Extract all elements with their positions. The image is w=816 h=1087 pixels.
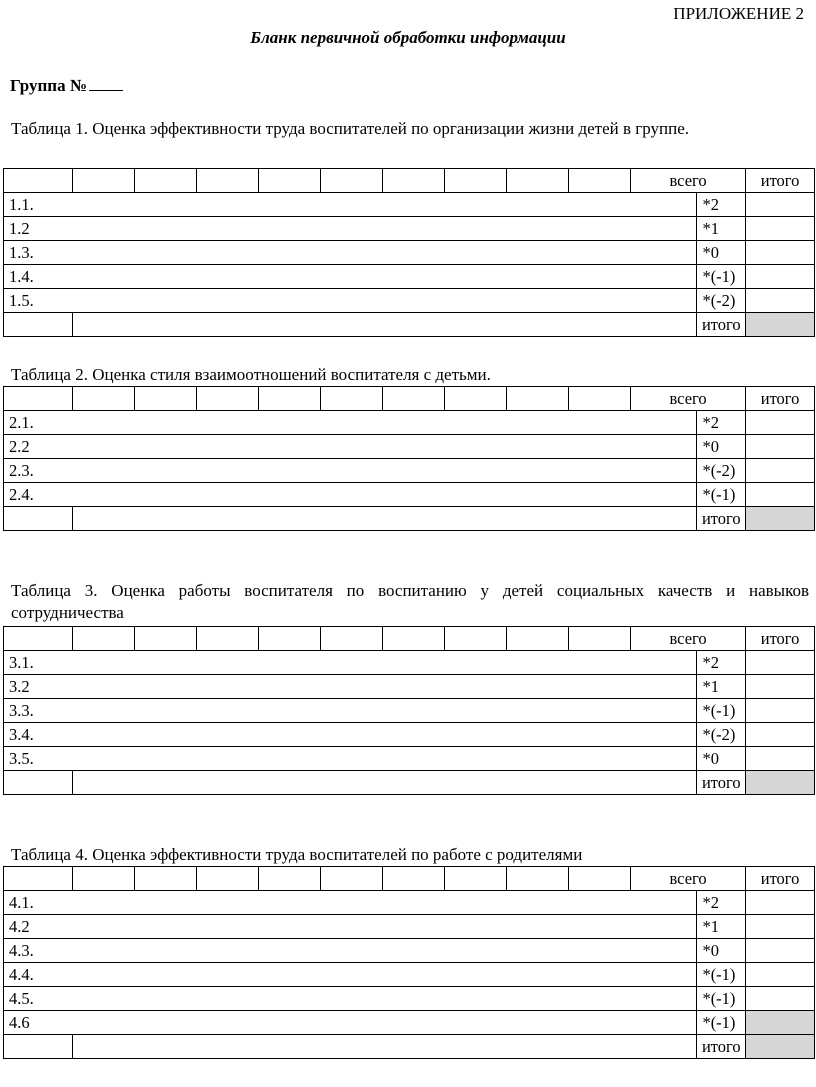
footer-row <box>4 507 815 531</box>
score-cell[interactable] <box>320 169 382 193</box>
result-cell[interactable] <box>746 963 815 987</box>
table-row <box>4 217 815 241</box>
result-cell <box>746 1011 815 1035</box>
appendix-label: ПРИЛОЖЕНИЕ 2 <box>673 4 804 23</box>
coefficient-cell: *(-1) <box>697 987 746 1011</box>
score-cell[interactable] <box>320 627 382 651</box>
result-cell[interactable] <box>746 891 815 915</box>
score-cell[interactable] <box>382 169 444 193</box>
result-header: итого <box>746 627 815 651</box>
score-cell[interactable] <box>258 867 320 891</box>
table-4-caption: Таблица 4. Оценка эффективности труда воспитателей по работе с родителями <box>11 845 583 864</box>
result-cell[interactable] <box>746 265 815 289</box>
footer-shaded-cell <box>746 313 815 337</box>
row-label: 2.3. <box>4 459 697 483</box>
result-header: итого <box>746 169 815 193</box>
row-label: 3.5. <box>4 747 697 771</box>
footer-blank-cell[interactable] <box>4 313 73 337</box>
result-cell[interactable] <box>746 747 815 771</box>
footer-total-label: итого <box>697 771 746 795</box>
table-row <box>4 411 815 435</box>
evaluation-table-4 <box>3 866 815 1059</box>
table-row <box>4 963 815 987</box>
score-cell[interactable] <box>506 867 568 891</box>
score-cell[interactable] <box>4 867 73 891</box>
score-cell[interactable] <box>72 169 134 193</box>
result-cell[interactable] <box>746 435 815 459</box>
row-label: 1.4. <box>4 265 697 289</box>
table-row <box>4 891 815 915</box>
header-row <box>4 387 815 411</box>
score-cell[interactable] <box>134 627 196 651</box>
coefficient-cell: *(-2) <box>697 289 746 313</box>
footer-row <box>4 771 815 795</box>
coefficient-cell: *0 <box>697 435 746 459</box>
table-row <box>4 939 815 963</box>
score-cell[interactable] <box>444 627 506 651</box>
coefficient-cell: *1 <box>697 915 746 939</box>
result-cell[interactable] <box>746 699 815 723</box>
table-row <box>4 459 815 483</box>
footer-shaded-cell <box>746 771 815 795</box>
coefficient-cell: *(-1) <box>697 699 746 723</box>
coefficient-cell: *(-2) <box>697 459 746 483</box>
table-row <box>4 483 815 507</box>
coefficient-cell: *(-2) <box>697 723 746 747</box>
score-cell[interactable] <box>382 867 444 891</box>
score-cell[interactable] <box>196 387 258 411</box>
score-cell[interactable] <box>382 627 444 651</box>
evaluation-table-1 <box>3 168 815 337</box>
score-cell[interactable] <box>444 867 506 891</box>
score-cell[interactable] <box>72 387 134 411</box>
score-cell[interactable] <box>4 627 73 651</box>
score-cell[interactable] <box>72 627 134 651</box>
coefficient-cell: *(-1) <box>697 1011 746 1035</box>
coefficient-cell: *1 <box>697 217 746 241</box>
form-title: Бланк первичной обработки информации <box>250 28 566 47</box>
evaluation-table-2 <box>3 386 815 531</box>
table-row <box>4 675 815 699</box>
row-label: 4.1. <box>4 891 697 915</box>
score-cell[interactable] <box>320 867 382 891</box>
row-label: 2.2 <box>4 435 697 459</box>
coefficient-cell: *2 <box>697 193 746 217</box>
table-row <box>4 987 815 1011</box>
score-cell[interactable] <box>382 387 444 411</box>
header-row <box>4 169 815 193</box>
result-cell[interactable] <box>746 483 815 507</box>
result-cell[interactable] <box>746 939 815 963</box>
row-label: 2.4. <box>4 483 697 507</box>
coefficient-cell: *(-1) <box>697 963 746 987</box>
score-cell[interactable] <box>506 387 568 411</box>
table-row <box>4 915 815 939</box>
table-row <box>4 435 815 459</box>
total-header: всего <box>630 627 745 651</box>
footer-blank-cell[interactable] <box>72 1035 697 1059</box>
row-label: 4.3. <box>4 939 697 963</box>
table-row <box>4 193 815 217</box>
total-header: всего <box>630 169 745 193</box>
score-cell[interactable] <box>196 867 258 891</box>
row-label: 4.4. <box>4 963 697 987</box>
score-cell[interactable] <box>568 867 630 891</box>
footer-row <box>4 313 815 337</box>
footer-blank-cell[interactable] <box>4 507 73 531</box>
table-2-caption: Таблица 2. Оценка стиля взаимоотношений воспитателя с детьми. <box>11 365 491 384</box>
coefficient-cell: *(-1) <box>697 265 746 289</box>
row-label: 2.1. <box>4 411 697 435</box>
score-cell[interactable] <box>444 169 506 193</box>
score-cell[interactable] <box>4 387 73 411</box>
footer-total-label: итого <box>697 507 746 531</box>
group-number-blank[interactable] <box>89 76 123 91</box>
row-label: 3.2 <box>4 675 697 699</box>
coefficient-cell: *0 <box>697 939 746 963</box>
footer-total-label: итого <box>697 1035 746 1059</box>
score-cell[interactable] <box>196 627 258 651</box>
table-row <box>4 265 815 289</box>
coefficient-cell: *1 <box>697 675 746 699</box>
coefficient-cell: *2 <box>697 651 746 675</box>
table-row <box>4 699 815 723</box>
result-header: итого <box>746 387 815 411</box>
evaluation-table-3 <box>3 626 815 795</box>
result-cell[interactable] <box>746 193 815 217</box>
row-label: 1.1. <box>4 193 697 217</box>
footer-blank-cell[interactable] <box>72 313 697 337</box>
score-cell[interactable] <box>134 387 196 411</box>
score-cell[interactable] <box>568 387 630 411</box>
footer-blank-cell[interactable] <box>72 507 697 531</box>
score-cell[interactable] <box>134 867 196 891</box>
table-row <box>4 289 815 313</box>
score-cell[interactable] <box>320 387 382 411</box>
row-label: 4.5. <box>4 987 697 1011</box>
result-cell[interactable] <box>746 915 815 939</box>
result-cell[interactable] <box>746 987 815 1011</box>
score-cell[interactable] <box>258 627 320 651</box>
footer-blank-cell[interactable] <box>4 771 73 795</box>
result-cell[interactable] <box>746 289 815 313</box>
table-row <box>4 1011 815 1035</box>
group-number-field <box>10 76 123 96</box>
header-row <box>4 627 815 651</box>
score-cell[interactable] <box>4 169 73 193</box>
score-cell[interactable] <box>568 169 630 193</box>
coefficient-cell: *(-1) <box>697 483 746 507</box>
row-label: 3.3. <box>4 699 697 723</box>
table-row <box>4 747 815 771</box>
table-row <box>4 723 815 747</box>
score-cell[interactable] <box>134 169 196 193</box>
table-1-caption: Таблица 1. Оценка эффективности труда воспитателей по организации жизни детей в группе. <box>11 119 689 138</box>
footer-blank-cell[interactable] <box>4 1035 73 1059</box>
row-label: 4.6 <box>4 1011 697 1035</box>
score-cell[interactable] <box>258 387 320 411</box>
score-cell[interactable] <box>506 627 568 651</box>
coefficient-cell: *2 <box>697 411 746 435</box>
footer-row <box>4 1035 815 1059</box>
score-cell[interactable] <box>506 169 568 193</box>
coefficient-cell: *2 <box>697 891 746 915</box>
result-header: итого <box>746 867 815 891</box>
total-header: всего <box>630 387 745 411</box>
table-3-caption: Таблица 3. Оценка работы воспитателя по воспитанию у детей социальных качеств и навыков сотрудничества <box>11 581 809 622</box>
result-cell[interactable] <box>746 723 815 747</box>
footer-shaded-cell <box>746 1035 815 1059</box>
score-cell[interactable] <box>568 627 630 651</box>
header-row <box>4 867 815 891</box>
footer-blank-cell[interactable] <box>72 771 697 795</box>
footer-shaded-cell <box>746 507 815 531</box>
coefficient-cell: *0 <box>697 747 746 771</box>
row-label: 3.4. <box>4 723 697 747</box>
row-label: 1.3. <box>4 241 697 265</box>
result-cell[interactable] <box>746 651 815 675</box>
table-row <box>4 241 815 265</box>
table-row <box>4 651 815 675</box>
result-cell[interactable] <box>746 459 815 483</box>
row-label: 1.2 <box>4 217 697 241</box>
coefficient-cell: *0 <box>697 241 746 265</box>
result-cell[interactable] <box>746 411 815 435</box>
footer-total-label: итого <box>697 313 746 337</box>
result-cell[interactable] <box>746 675 815 699</box>
score-cell[interactable] <box>258 169 320 193</box>
group-label: Группа № <box>10 76 87 95</box>
result-cell[interactable] <box>746 217 815 241</box>
score-cell[interactable] <box>196 169 258 193</box>
result-cell[interactable] <box>746 241 815 265</box>
row-label: 3.1. <box>4 651 697 675</box>
score-cell[interactable] <box>444 387 506 411</box>
total-header: всего <box>630 867 745 891</box>
score-cell[interactable] <box>72 867 134 891</box>
row-label: 1.5. <box>4 289 697 313</box>
row-label: 4.2 <box>4 915 697 939</box>
